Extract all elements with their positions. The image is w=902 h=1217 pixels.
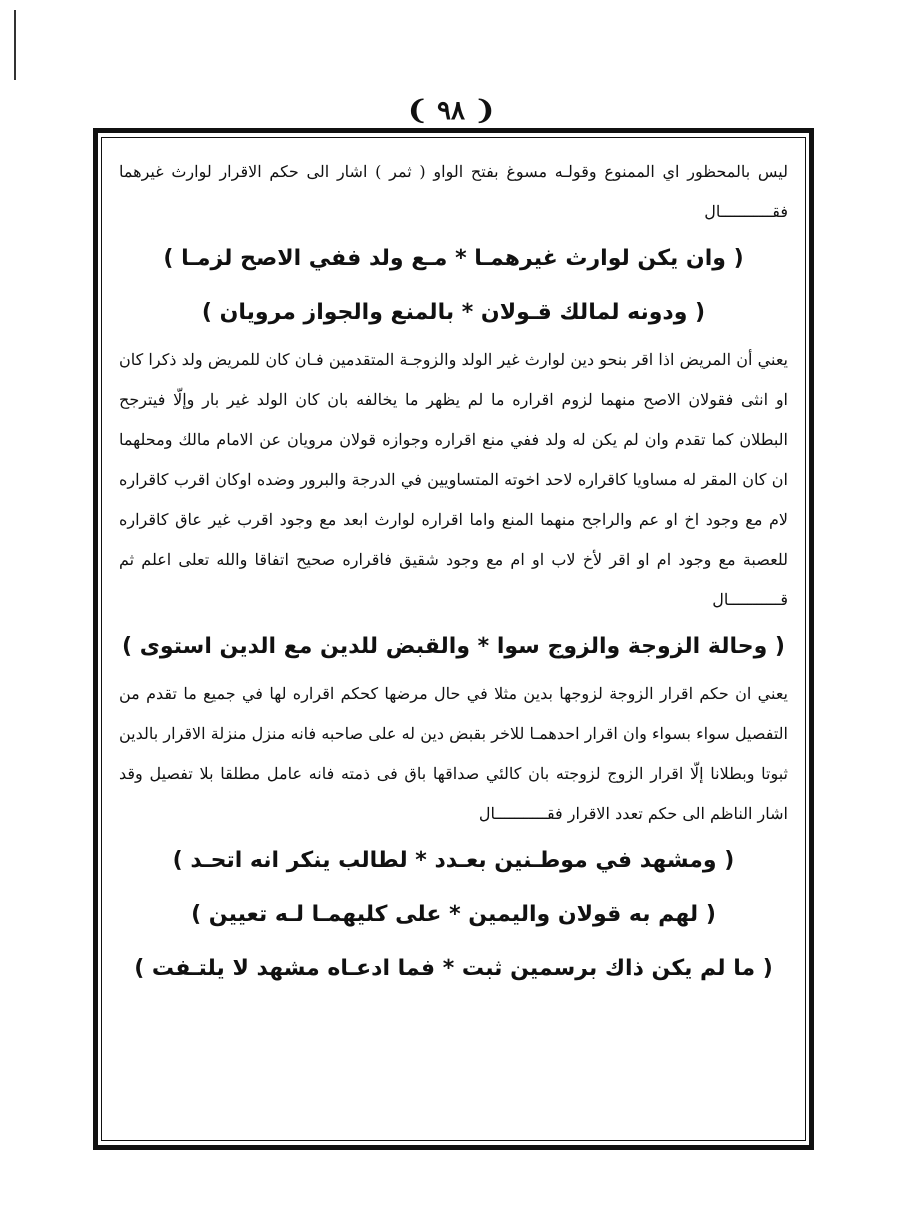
verse-line-4: ( ومشهد في موطـنين بعـدد * لطالب ينكر انه اتحـد ) xyxy=(172,848,735,873)
verse-line-5: ( لهم به قولان واليمين * على كليهمـا لـه تعيين ) xyxy=(191,902,716,927)
page-number: ❨ ٩٨ ❩ xyxy=(406,96,496,126)
verse-line-1: ( وان يكن لوارث غيرهمـا * مـع ولد ففي الاصح لزمـا ) xyxy=(163,246,744,271)
paragraph-commentary-1: يعني أن المريض اذا اقر بنحو دين لوارث غير الولد والزوجـة المتقدمين فـان كان للمريض ولد ذكرا كان او انثى فقولان الاصح منهما لزوم اقراره ما لم يظهر ما يخالفه بان كان الولد غير بار وإلّا فيترجح البطلان كما تقدم وان لم يكن له ولد ففي منع اقراره وجوازه قولان مرويان عن الامام مالك ومحلهما ان كان المقر له مساويا كاقراره لاحد اخوته المتساويين في الدرجة والبرور وضده اوكان اقرب كاقراره لام مع وجود اخ او عم والراجح منهما المنع واما اقراره لوارث ابعد مع وجود اقرب غير عاق كاقراره للعصبة مع وجود ام او اقر لأخ لاب او ام مع وجود شقيق فاقراره صحيح اتفاقا والله تعلى اعلم ثم قـــــــــــال xyxy=(119,350,789,609)
paragraph-intro: ليس بالمحظور اي الممنوع وقولـه مسوغ بفتح الواو ( ثمر ) اشار الى حكم الاقرار لوارث غيرهما فقـــــــــــال xyxy=(119,162,788,221)
verse-line-6: ( ما لم يكن ذاك برسمين ثبت * فما ادعـاه مشهد لا يلتـفت ) xyxy=(134,956,773,981)
paragraph-commentary-2: يعني ان حكم اقرار الزوجة لزوجها بدين مثلا في حال مرضها كحكم اقراره لها في جميع ما تقدم من التفصيل سواء بسواء وان اقرار احدهمـا للاخر بقبض دين له على صاحبه فانه منزل منزلة الاقرار بالدين ثبوتا وبطلانا إلّا اقرار الزوج لزوجته بان كالئي صداقها باق فى ذمته فانه عامل مطلقا بلا تفصيل وقد اشار الناظم الى حكم تعدد الاقرار فقـــــــــــال xyxy=(119,684,788,823)
page-content xyxy=(101,152,806,996)
margin-rule xyxy=(14,10,16,80)
verse-line-2: ( ودونه لمالك قـولان * بالمنع والجواز مرويان ) xyxy=(201,300,706,325)
verse-line-3: ( وحالة الزوجة والزوج سوا * والقبض للدين مع الدين استوى ) xyxy=(122,634,785,659)
